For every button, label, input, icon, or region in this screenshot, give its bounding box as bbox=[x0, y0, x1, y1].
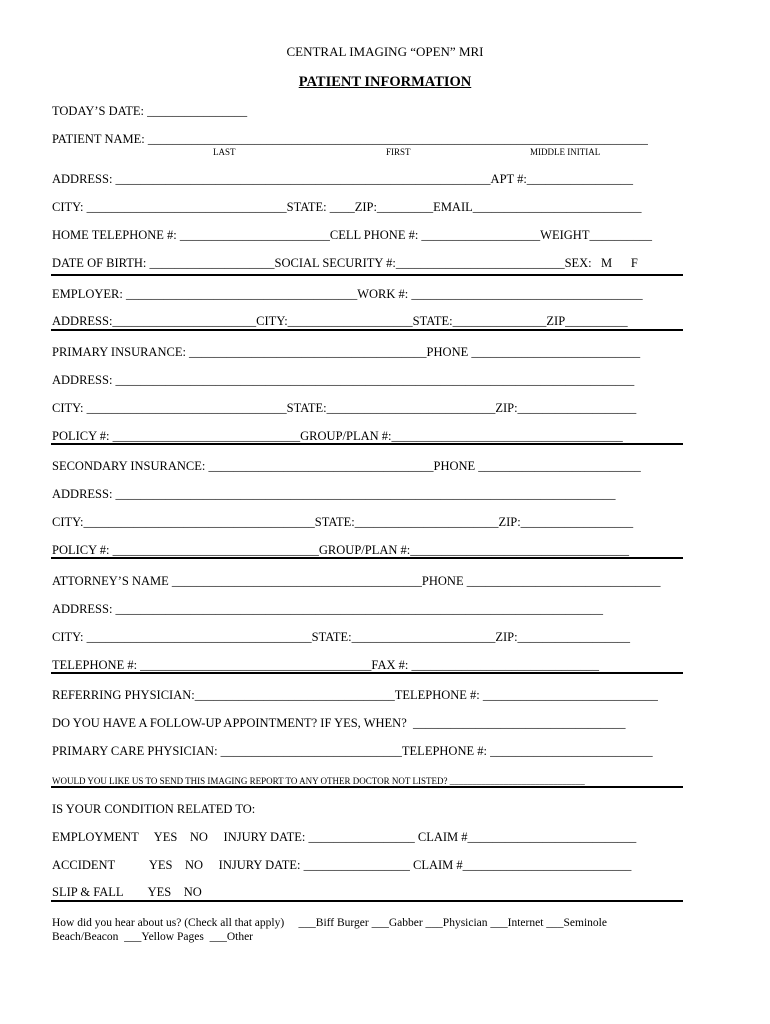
section-divider bbox=[51, 443, 683, 445]
hear-about-us-line1[interactable]: How did you hear about us? (Check all that apply) ___Biff Burger ___Gabber ___Physician ___Internet ___Seminole bbox=[52, 917, 607, 929]
primary-policy-field[interactable]: POLICY #: ______________________________GROUP/PLAN #:_____________________________________ bbox=[52, 429, 623, 443]
attorney-address-field[interactable]: ADDRESS: ______________________________________________________________________________ bbox=[52, 602, 604, 616]
employer-address-field[interactable]: ADDRESS:_______________________CITY:____________________STATE:_______________ZIP__________ bbox=[52, 314, 628, 328]
employer-field[interactable]: EMPLOYER: _____________________________________WORK #: _____________________________________ bbox=[52, 287, 643, 301]
first-name-label: FIRST bbox=[386, 147, 411, 157]
secondary-policy-field[interactable]: POLICY #: _________________________________GROUP/PLAN #:___________________________________ bbox=[52, 543, 629, 557]
attorney-phone-fax-field[interactable]: TELEPHONE #: _____________________________________FAX #: ______________________________ bbox=[52, 658, 599, 672]
hear-about-us-line2[interactable]: Beach/Beacon ___Yellow Pages ___Other bbox=[52, 931, 254, 943]
section-divider bbox=[51, 329, 683, 331]
condition-heading: IS YOUR CONDITION RELATED TO: bbox=[52, 802, 256, 816]
last-name-label: LAST bbox=[213, 147, 236, 157]
org-name: CENTRAL IMAGING “OPEN” MRI bbox=[286, 44, 484, 59]
primary-insurance-field[interactable]: PRIMARY INSURANCE: ______________________________________PHONE ___________________________ bbox=[52, 345, 641, 359]
city-state-zip-email-field[interactable]: CITY: ________________________________STATE: ____ZIP:_________EMAIL___________________________ bbox=[52, 200, 642, 214]
slip-fall-row[interactable]: SLIP & FALL YES NO bbox=[52, 885, 202, 899]
primary-insurance-address-field[interactable]: ADDRESS: ___________________________________________________________________________________ bbox=[52, 373, 635, 387]
section-divider bbox=[51, 274, 683, 276]
referring-physician-field[interactable]: REFERRING PHYSICIAN:________________________________TELEPHONE #: ____________________________ bbox=[52, 688, 658, 702]
section-divider bbox=[51, 672, 683, 674]
accident-row[interactable]: ACCIDENT YES NO INJURY DATE: _________________ CLAIM #___________________________ bbox=[52, 858, 632, 872]
page-title: PATIENT INFORMATION bbox=[298, 74, 472, 90]
secondary-insurance-city-field[interactable]: CITY:_____________________________________STATE:_______________________ZIP:__________________ bbox=[52, 515, 634, 529]
secondary-insurance-field[interactable]: SECONDARY INSURANCE: ____________________________________PHONE __________________________ bbox=[52, 459, 641, 473]
address-field[interactable]: ADDRESS: ____________________________________________________________APT #:_________________ bbox=[52, 172, 634, 186]
primary-insurance-city-field[interactable]: CITY: ________________________________STATE:___________________________ZIP:___________________ bbox=[52, 401, 637, 415]
secondary-insurance-address-field[interactable]: ADDRESS: ________________________________________________________________________________ bbox=[52, 487, 616, 501]
attorney-name-field[interactable]: ATTORNEY’S NAME ________________________________________PHONE _______________________________ bbox=[52, 574, 661, 588]
phone-weight-field[interactable]: HOME TELEPHONE #: ________________________CELL PHONE #: ___________________WEIGHT__________ bbox=[52, 228, 652, 242]
follow-up-field[interactable]: DO YOU HAVE A FOLLOW-UP APPOINTMENT? IF YES, WHEN? __________________________________ bbox=[52, 716, 626, 730]
section-divider bbox=[51, 786, 683, 788]
middle-initial-label: MIDDLE INITIAL bbox=[530, 147, 601, 157]
employment-row[interactable]: EMPLOYMENT YES NO INJURY DATE: _________________ CLAIM #___________________________ bbox=[52, 830, 637, 844]
todays-date-field[interactable]: TODAY’S DATE: ________________ bbox=[52, 104, 248, 118]
section-divider bbox=[51, 900, 683, 902]
attorney-city-field[interactable]: CITY: ____________________________________STATE:_______________________ZIP:__________________ bbox=[52, 630, 631, 644]
send-report-question[interactable]: WOULD YOU LIKE US TO SEND THIS IMAGING REPORT TO ANY OTHER DOCTOR NOT LISTED? ______________________________ bbox=[52, 776, 585, 786]
patient-name-field[interactable]: PATIENT NAME: ________________________________________________________________________________ bbox=[52, 132, 648, 146]
dob-ssn-sex-field[interactable]: DATE OF BIRTH: ____________________SOCIAL SECURITY #:___________________________SEX: M F bbox=[52, 256, 638, 270]
primary-care-physician-field[interactable]: PRIMARY CARE PHYSICIAN: _____________________________TELEPHONE #: __________________________ bbox=[52, 744, 653, 758]
section-divider bbox=[51, 557, 683, 559]
